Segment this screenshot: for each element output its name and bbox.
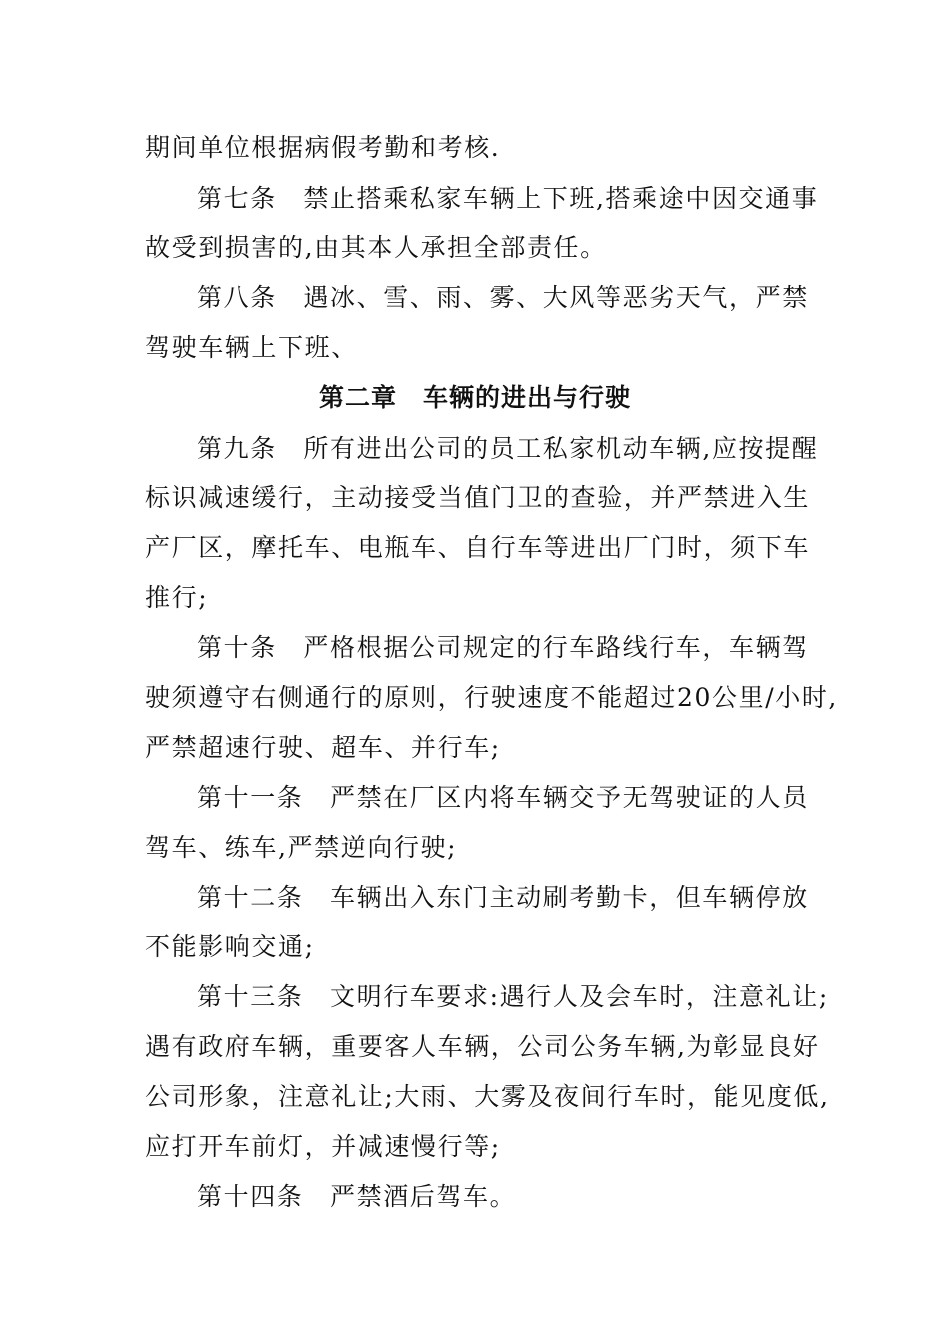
text-line: 不能影响交通; xyxy=(145,932,315,961)
article-13-line: 第十三条 文明行车要求:遇行人及会车时，注意礼让; xyxy=(197,982,829,1011)
article-12-line: 第十二条 车辆出入东门主动刷考勤卡，但车辆停放 xyxy=(197,883,809,912)
text-line: 驾驶车辆上下班、 xyxy=(145,333,358,362)
text-line: 公司形象，注意礼让;大雨、大雾及夜间行车时，能见度低, xyxy=(145,1082,830,1111)
article-7-line: 第七条 禁止搭乘私家车辆上下班,搭乘途中因交通事 xyxy=(197,184,819,213)
chapter-2-heading: 第二章 车辆的进出与行驶 xyxy=(318,383,631,412)
text-line: 故受到损害的,由其本人承担全部责任。 xyxy=(145,233,607,262)
text-line: 标识减速缓行，主动接受当值门卫的查验，并严禁进入生 xyxy=(145,483,811,512)
article-8-line: 第八条 遇冰、雪、雨、雾、大风等恶劣天气，严禁 xyxy=(197,283,809,312)
article-11-line: 第十一条 严禁在厂区内将车辆交予无驾驶证的人员 xyxy=(197,783,809,812)
text-line: 驶须遵守右侧通行的原则，行驶速度不能超过20公里/小时, xyxy=(145,683,838,712)
text-line: 推行; xyxy=(145,583,209,612)
article-10-line: 第十条 严格根据公司规定的行车路线行车，车辆驾 xyxy=(197,633,809,662)
text-line: 期间单位根据病假考勤和考核. xyxy=(145,133,501,162)
text-line: 遇有政府车辆，重要客人车辆，公司公务车辆,为彰显良好 xyxy=(145,1032,820,1061)
text-line: 应打开车前灯，并减速慢行等; xyxy=(145,1132,501,1161)
text-line: 严禁超速行驶、超车、并行车; xyxy=(145,733,501,762)
text-line: 产厂区，摩托车、电瓶车、自行车等进出厂门时，须下车 xyxy=(145,533,811,562)
article-14-line: 第十四条 严禁酒后驾车。 xyxy=(197,1182,517,1211)
text-line: 驾车、练车,严禁逆向行驶; xyxy=(145,833,458,862)
article-9-line: 第九条 所有进出公司的员工私家机动车辆,应按提醒 xyxy=(197,434,819,463)
